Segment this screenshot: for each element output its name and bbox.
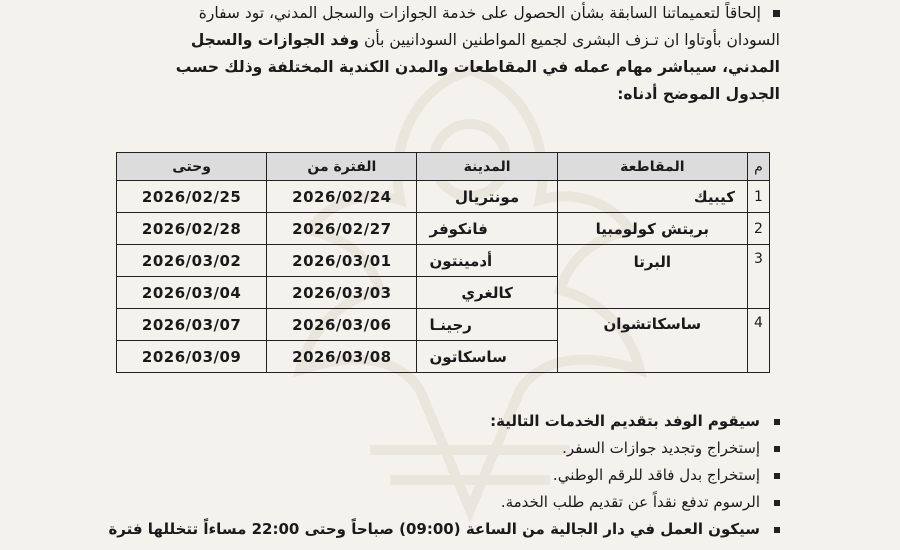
from-date-cell: 2026/03/03 bbox=[267, 277, 417, 309]
row-num: 4 bbox=[747, 309, 769, 373]
table-row bbox=[117, 309, 770, 341]
list-item: الرسوم تدفع نقداً عن تقديم طلب الخدمة. bbox=[120, 489, 780, 516]
intro-line-4: الجدول الموضح أدناه: bbox=[617, 85, 780, 103]
city-cell: أدمينتون bbox=[417, 245, 557, 277]
schedule-table bbox=[116, 152, 770, 373]
from-date-cell: 2026/02/27 bbox=[267, 213, 417, 245]
header-to: وحتى bbox=[117, 153, 267, 181]
city-cell: فانكوفر bbox=[417, 213, 557, 245]
city-cell: رجينـا bbox=[417, 309, 557, 341]
city-cell: ساسكاتون bbox=[417, 341, 557, 373]
bullet-icon bbox=[774, 527, 780, 533]
intro-line-1: إلحاقاً لتعميماتنا السابقة بشأن الحصول على خدمة الجوازات والسجل المدني، تود سفارة bbox=[120, 0, 780, 27]
province-cell: البرتا bbox=[557, 245, 747, 309]
to-date-cell: 2026/03/07 bbox=[117, 309, 267, 341]
header-num: م bbox=[747, 153, 769, 181]
from-date-cell: 2026/03/08 bbox=[267, 341, 417, 373]
province-cell: ساسكاتشوان bbox=[557, 309, 747, 373]
header-province: المقاطعة bbox=[557, 153, 747, 181]
table-row bbox=[117, 213, 770, 245]
header-from: الفترة من bbox=[267, 153, 417, 181]
table-row bbox=[117, 245, 770, 277]
from-date-cell: 2026/02/24 bbox=[267, 181, 417, 213]
list-item: سيكون العمل في دار الجالية من الساعة (09:00) صباحاً وحتى 22:00 مساءاً تتخللها فترة bbox=[120, 516, 780, 543]
row-num: 1 bbox=[747, 181, 769, 213]
from-date-cell: 2026/03/06 bbox=[267, 309, 417, 341]
province-cell: بريتش كولومبيا bbox=[557, 213, 747, 245]
bullet-icon bbox=[774, 446, 780, 452]
intro-line-2: السودان بأوتاوا ان تـزف البشرى لجميع المواطنين السودانيين بأن وفد الجوازات والسجل bbox=[190, 31, 780, 49]
bullet-icon bbox=[774, 473, 780, 479]
city-cell: مونتريال bbox=[417, 181, 557, 213]
bullet-icon bbox=[774, 500, 780, 506]
services-heading: سيقوم الوفد بتقديم الخدمات التالية: bbox=[120, 408, 780, 435]
row-num: 2 bbox=[747, 213, 769, 245]
intro-paragraph bbox=[120, 0, 780, 108]
to-date-cell: 2026/03/04 bbox=[117, 277, 267, 309]
bullet-icon bbox=[774, 419, 780, 425]
bullet-icon bbox=[773, 10, 780, 17]
table-header-row bbox=[117, 153, 770, 181]
services-list bbox=[108, 408, 780, 543]
to-date-cell: 2026/03/02 bbox=[117, 245, 267, 277]
list-item: إستخراج وتجديد جوازات السفر. bbox=[120, 435, 780, 462]
from-date-cell: 2026/03/01 bbox=[267, 245, 417, 277]
list-item: إستخراج بدل فاقد للرقم الوطني. bbox=[120, 462, 780, 489]
intro-line-3: المدني، سيباشر مهام عمله في المقاطعات والمدن الكندية المختلفة وذلك حسب bbox=[175, 58, 780, 76]
city-cell: كالغري bbox=[417, 277, 557, 309]
header-city: المدينة bbox=[417, 153, 557, 181]
to-date-cell: 2026/03/09 bbox=[117, 341, 267, 373]
to-date-cell: 2026/02/28 bbox=[117, 213, 267, 245]
row-num: 3 bbox=[747, 245, 769, 309]
table-row bbox=[117, 181, 770, 213]
to-date-cell: 2026/02/25 bbox=[117, 181, 267, 213]
province-cell: كيبيك bbox=[557, 181, 747, 213]
